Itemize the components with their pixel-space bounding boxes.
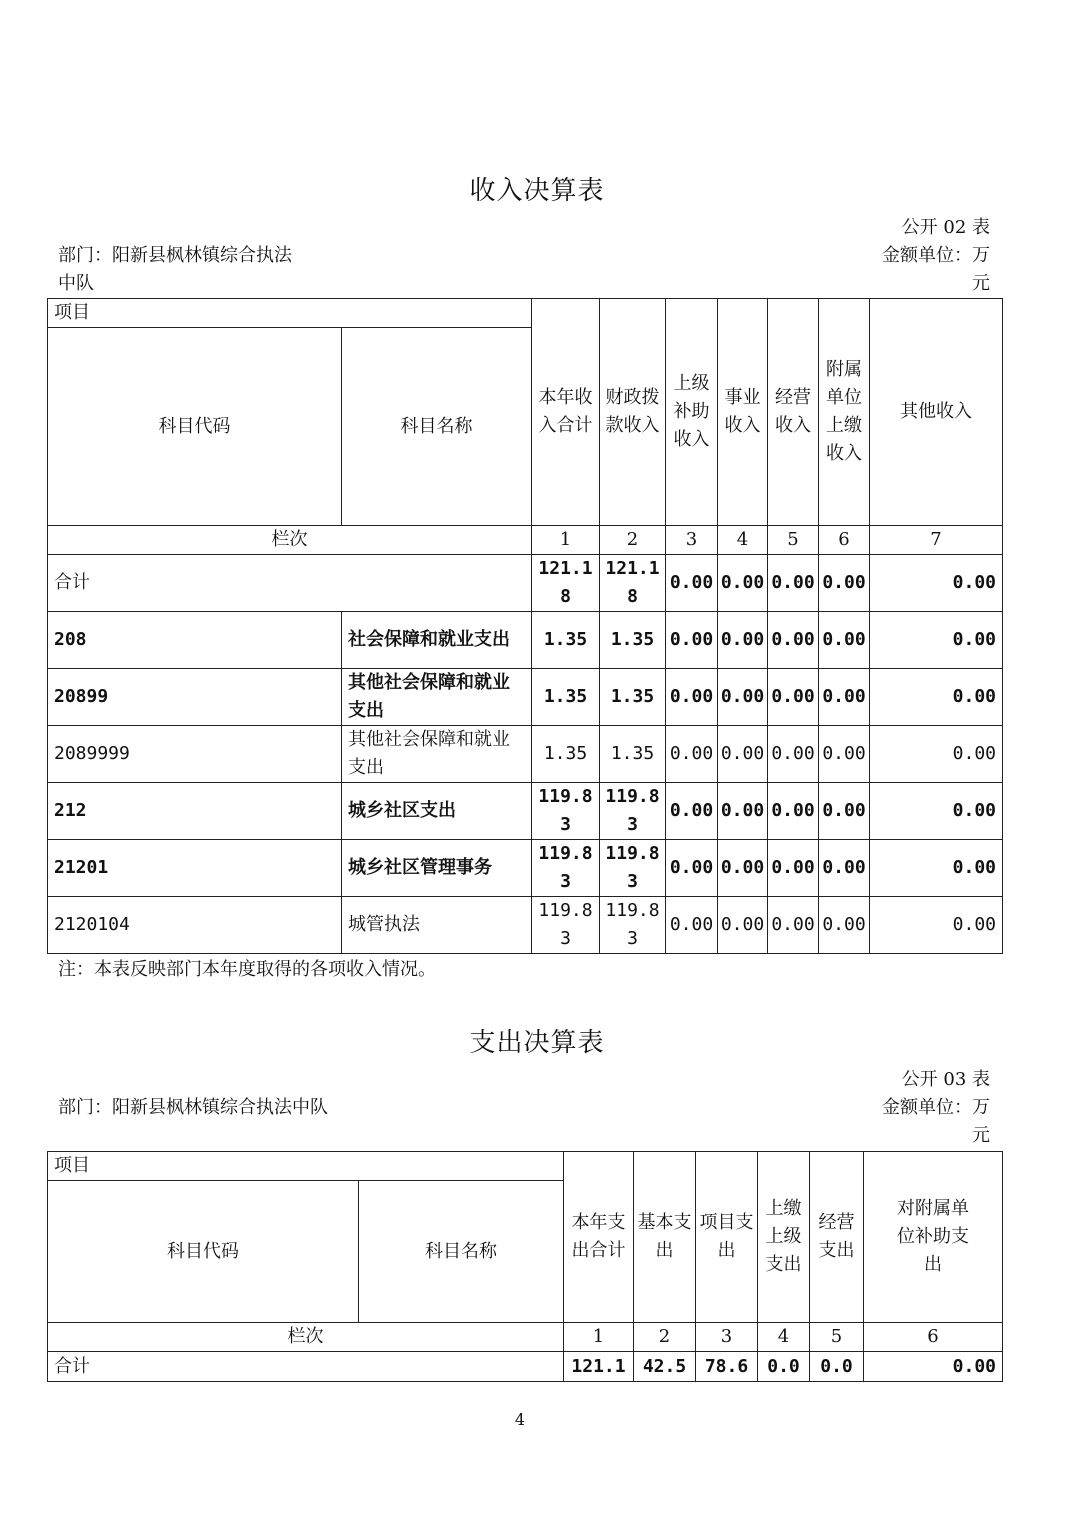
income-total-value: 0.00	[870, 555, 1003, 612]
expense-table-code: 公开 03 表	[901, 1069, 990, 1090]
income-total-label: 合计	[48, 555, 532, 612]
expense-col-header: 经营支出	[810, 1152, 864, 1323]
income-row-name: 其他社会保障和就业支出	[342, 726, 532, 783]
income-row-value: 119.83	[532, 783, 600, 840]
expense-col-num: 6	[864, 1323, 1003, 1352]
income-row-value: 0.00	[718, 726, 768, 783]
expense-col-num: 2	[634, 1323, 696, 1352]
income-row-value: 0.00	[666, 726, 718, 783]
income-note: 注：本表反映部门本年度取得的各项收入情况。	[58, 959, 436, 980]
income-row-value: 0.00	[718, 840, 768, 897]
income-total-value: 0.00	[666, 555, 718, 612]
income-row-value: 0.00	[718, 897, 768, 954]
expense-title: 支出决算表	[469, 1028, 605, 1058]
income-col-header: 本年收入合计	[532, 299, 600, 526]
expense-col-header: 项目支出	[696, 1152, 758, 1323]
expense-row-label: 栏次	[48, 1323, 564, 1352]
expense-col-header: 本年支出合计	[564, 1152, 634, 1323]
expense-total-row	[48, 1352, 1003, 1382]
income-row-code: 20899	[48, 669, 342, 726]
income-item-header: 项目	[48, 299, 532, 328]
income-row-name: 其他社会保障和就业支出	[342, 669, 532, 726]
income-col-num: 5	[768, 526, 819, 555]
expense-total-value: 0.00	[864, 1352, 1003, 1382]
income-col-header: 上级补助收入	[666, 299, 718, 526]
income-row-value: 0.00	[718, 783, 768, 840]
expense-unit-label: 金额单位：万元	[882, 1097, 990, 1146]
table-row	[48, 612, 1003, 669]
income-total-value: 0.00	[768, 555, 819, 612]
income-row-value: 0.00	[666, 897, 718, 954]
income-code-header: 科目代码	[48, 328, 342, 526]
income-row-value: 0.00	[768, 783, 819, 840]
income-col-num: 3	[666, 526, 718, 555]
income-total-row	[48, 555, 1003, 612]
income-row-value: 0.00	[666, 612, 718, 669]
income-row-value: 119.83	[532, 840, 600, 897]
table-row	[48, 840, 1003, 897]
income-row-value: 0.00	[870, 840, 1003, 897]
income-row-value: 119.83	[600, 783, 666, 840]
income-row-code: 2089999	[48, 726, 342, 783]
income-table	[47, 298, 1003, 954]
income-col-num: 7	[870, 526, 1003, 555]
expense-name-header: 科目名称	[359, 1181, 564, 1323]
income-row-value: 0.00	[870, 612, 1003, 669]
income-unit-label: 金额单位：万元	[882, 245, 990, 294]
expense-total-value: 78.6	[696, 1352, 758, 1382]
income-row-value: 1.35	[600, 669, 666, 726]
income-row-value: 1.35	[600, 726, 666, 783]
expense-total-value: 0.0	[810, 1352, 864, 1382]
income-row-value: 1.35	[532, 669, 600, 726]
expense-col-num: 4	[758, 1323, 810, 1352]
income-row-value: 0.00	[819, 840, 870, 897]
income-row-value: 1.35	[532, 612, 600, 669]
income-row-code: 21201	[48, 840, 342, 897]
expense-col-header: 基本支出	[634, 1152, 696, 1323]
income-col-num: 4	[718, 526, 768, 555]
expense-col-num: 5	[810, 1323, 864, 1352]
income-row-name: 城管执法	[342, 897, 532, 954]
expense-col-num: 1	[564, 1323, 634, 1352]
page-number: 4	[514, 1410, 526, 1429]
income-col-header: 其他收入	[870, 299, 1003, 526]
expense-total-value: 42.5	[634, 1352, 696, 1382]
income-table-code: 公开 02 表	[901, 217, 990, 238]
expense-total-value: 121.1	[564, 1352, 634, 1382]
expense-code-header: 科目代码	[48, 1181, 359, 1323]
income-row-value: 0.00	[666, 669, 718, 726]
income-total-value: 121.18	[532, 555, 600, 612]
income-col-header: 事业收入	[718, 299, 768, 526]
income-total-value: 121.18	[600, 555, 666, 612]
income-row-value: 0.00	[768, 840, 819, 897]
income-row-value: 119.83	[532, 897, 600, 954]
income-total-value: 0.00	[819, 555, 870, 612]
table-row	[48, 726, 1003, 783]
income-row-code: 208	[48, 612, 342, 669]
table-row	[48, 897, 1003, 954]
income-row-value: 0.00	[718, 669, 768, 726]
income-row-value: 0.00	[870, 783, 1003, 840]
income-row-value: 1.35	[532, 726, 600, 783]
income-col-num: 2	[600, 526, 666, 555]
expense-item-header: 项目	[48, 1152, 564, 1181]
income-row-value: 0.00	[718, 612, 768, 669]
expense-table	[47, 1151, 1003, 1382]
income-col-num: 6	[819, 526, 870, 555]
income-row-value: 0.00	[819, 897, 870, 954]
income-row-value: 119.83	[600, 897, 666, 954]
income-row-value: 0.00	[819, 726, 870, 783]
table-row	[48, 783, 1003, 840]
table-row	[48, 669, 1003, 726]
income-row-value: 0.00	[870, 726, 1003, 783]
income-total-value: 0.00	[718, 555, 768, 612]
income-row-name: 社会保障和就业支出	[342, 612, 532, 669]
income-row-value: 0.00	[870, 897, 1003, 954]
income-col-header: 财政拨款收入	[600, 299, 666, 526]
income-row-value: 1.35	[600, 612, 666, 669]
income-row-code: 212	[48, 783, 342, 840]
expense-col-header: 上缴上级支出	[758, 1152, 810, 1323]
income-col-header: 附属单位上缴收入	[819, 299, 870, 526]
expense-total-label: 合计	[48, 1352, 564, 1382]
income-dept-label: 部门：阳新县枫林镇综合执法中队	[58, 245, 292, 294]
expense-col-num: 3	[696, 1323, 758, 1352]
expense-col-header: 对附属单位补助支出	[864, 1152, 1003, 1323]
income-row-value: 0.00	[768, 612, 819, 669]
income-row-value: 0.00	[768, 669, 819, 726]
income-col-num: 1	[532, 526, 600, 555]
income-title: 收入决算表	[469, 176, 605, 206]
income-col-header: 经营收入	[768, 299, 819, 526]
income-row-value: 0.00	[819, 612, 870, 669]
income-row-value: 0.00	[768, 726, 819, 783]
income-row-value: 0.00	[819, 669, 870, 726]
expense-dept-label: 部门：阳新县枫林镇综合执法中队	[58, 1097, 328, 1118]
income-row-value: 0.00	[666, 840, 718, 897]
income-row-value: 0.00	[819, 783, 870, 840]
income-row-code: 2120104	[48, 897, 342, 954]
income-name-header: 科目名称	[342, 328, 532, 526]
income-row-name: 城乡社区支出	[342, 783, 532, 840]
income-row-value: 119.83	[600, 840, 666, 897]
income-row-value: 0.00	[870, 669, 1003, 726]
expense-total-value: 0.0	[758, 1352, 810, 1382]
income-row-value: 0.00	[666, 783, 718, 840]
income-row-value: 0.00	[768, 897, 819, 954]
income-row-label: 栏次	[48, 526, 532, 555]
income-row-name: 城乡社区管理事务	[342, 840, 532, 897]
